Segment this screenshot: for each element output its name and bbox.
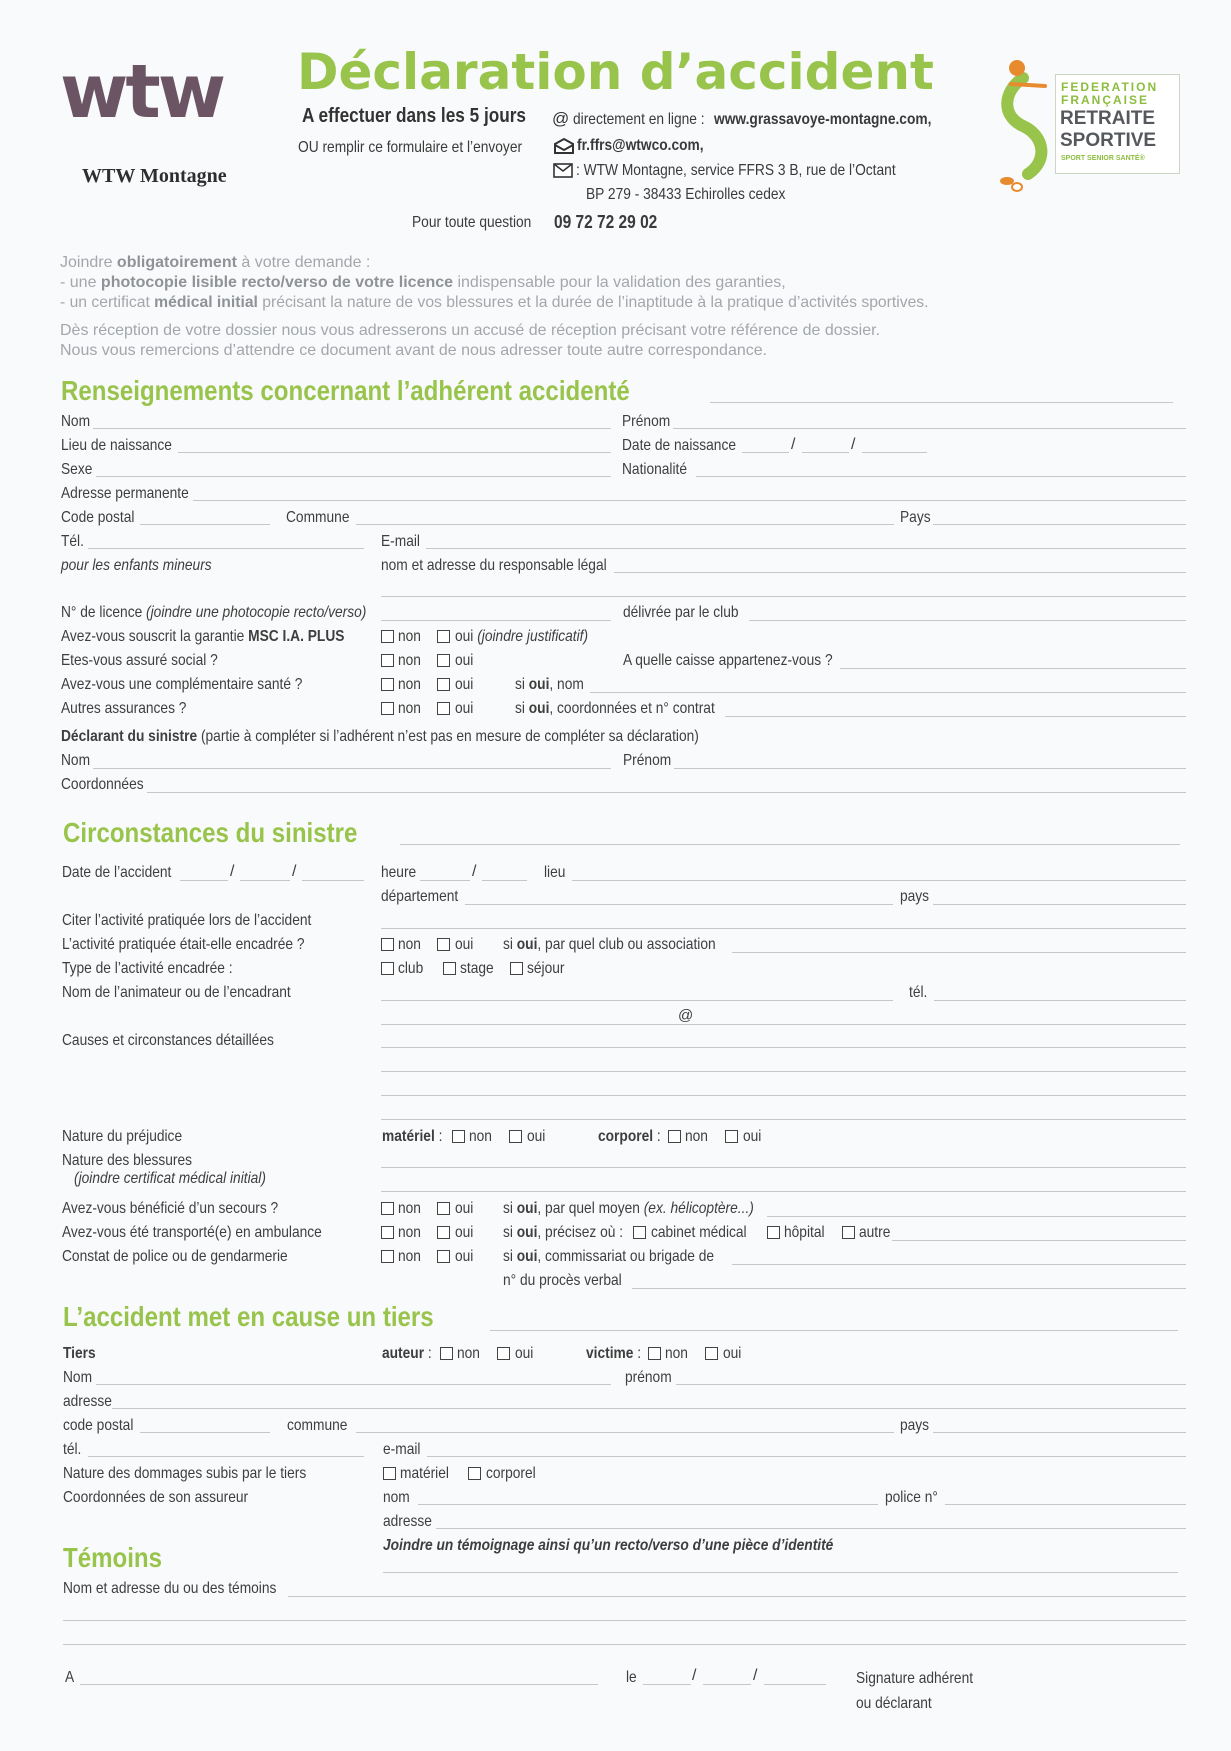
date-accident-label: Date de l’accident bbox=[62, 864, 172, 881]
sexe-label: Sexe bbox=[61, 461, 93, 478]
at-icon: @ bbox=[552, 109, 570, 128]
question-label: Pour toute question bbox=[412, 214, 532, 231]
tiers-adresse-label: adresse bbox=[63, 1393, 112, 1410]
assure-social-label: Etes-vous assuré social ? bbox=[61, 652, 218, 669]
compl-oui-checkbox[interactable] bbox=[437, 678, 450, 691]
date-separator: / bbox=[230, 863, 235, 880]
victime-non-checkbox[interactable] bbox=[648, 1347, 661, 1360]
type-sejour-checkbox[interactable] bbox=[510, 962, 523, 975]
animateur-field[interactable] bbox=[381, 1000, 893, 1001]
secours-moyen-field[interactable] bbox=[767, 1216, 1186, 1217]
tiers-pays-field[interactable] bbox=[933, 1432, 1186, 1433]
assureur-nom-field[interactable] bbox=[418, 1504, 878, 1505]
declarant-prenom-label: Prénom bbox=[623, 752, 672, 769]
causes-field-4[interactable] bbox=[381, 1119, 1186, 1120]
assureur-label: Coordonnées de son assureur bbox=[63, 1489, 249, 1506]
mineurs-label: pour les enfants mineurs bbox=[61, 557, 212, 574]
materiel-non-checkbox[interactable] bbox=[452, 1130, 465, 1143]
time-separator: / bbox=[472, 863, 477, 880]
blessures-label: Nature des blessures bbox=[62, 1152, 193, 1169]
temoins-field-3[interactable] bbox=[63, 1644, 1186, 1645]
coordonnees-field[interactable] bbox=[147, 792, 1186, 793]
alternative-text: OU remplir ce formulaire et l’envoyer bbox=[298, 139, 523, 156]
date-signature-day[interactable] bbox=[643, 1684, 691, 1685]
pv-label: n° du procès verbal bbox=[503, 1272, 622, 1289]
online-url: www.grassavoye-montagne.com, bbox=[714, 111, 932, 128]
police-label: police n° bbox=[885, 1489, 938, 1506]
pays-accident-field[interactable] bbox=[933, 904, 1186, 905]
section-rule bbox=[400, 844, 1180, 845]
date-separator: / bbox=[292, 863, 297, 880]
date-accident-day[interactable] bbox=[180, 880, 228, 881]
intro-line1: Joindre obligatoirement à votre demande : bbox=[60, 254, 371, 271]
msc-label: Avez-vous souscrit la garantie MSC I.A. PLUS bbox=[61, 628, 345, 645]
encadree-si-oui-label: si oui, par quel club ou association bbox=[503, 936, 716, 953]
corporel-non-checkbox[interactable] bbox=[668, 1130, 681, 1143]
option-non: non bbox=[469, 1128, 492, 1145]
pays-label: Pays bbox=[900, 509, 931, 526]
dommages-label: Nature des dommages subis par le tiers bbox=[63, 1465, 307, 1482]
constat-si-oui-label: si oui, commissariat ou brigade de bbox=[503, 1248, 715, 1265]
section-rule bbox=[710, 402, 1173, 403]
option-oui: oui bbox=[455, 936, 474, 953]
constat-label: Constat de police ou de gendarmerie bbox=[62, 1248, 288, 1265]
ffrs-line4: SPORTIVE bbox=[1060, 130, 1157, 151]
tiers-pays-label: pays bbox=[900, 1417, 930, 1434]
assureur-adresse-label: adresse bbox=[383, 1513, 432, 1530]
option-non: non bbox=[398, 700, 421, 717]
compl-non-checkbox[interactable] bbox=[381, 678, 394, 691]
club-field[interactable] bbox=[749, 620, 1186, 621]
causes-field-1[interactable] bbox=[381, 1047, 1186, 1048]
dommages-corporel-label: corporel bbox=[486, 1465, 536, 1482]
causes-label: Causes et circonstances détaillées bbox=[62, 1032, 274, 1049]
option-non: non bbox=[398, 1224, 421, 1241]
autre-checkbox[interactable] bbox=[842, 1226, 855, 1239]
date-naissance-month[interactable] bbox=[802, 452, 849, 453]
activite-field[interactable] bbox=[381, 928, 1186, 929]
nationalite-label: Nationalité bbox=[622, 461, 688, 478]
option-oui: oui bbox=[455, 1224, 474, 1241]
tiers-adresse-field[interactable] bbox=[112, 1408, 1186, 1409]
option-non: non bbox=[398, 936, 421, 953]
autres-non-checkbox[interactable] bbox=[381, 702, 394, 715]
temoins-field-2[interactable] bbox=[63, 1620, 1186, 1621]
corporel-label: corporel : bbox=[598, 1128, 661, 1145]
cabinet-label: cabinet médical bbox=[651, 1224, 747, 1241]
ambulance-oui-checkbox[interactable] bbox=[437, 1226, 450, 1239]
at-sign: @ bbox=[678, 1007, 694, 1024]
complementaire-label: Avez-vous une complémentaire santé ? bbox=[61, 676, 303, 693]
option-oui: oui bbox=[455, 1248, 474, 1265]
date-separator: / bbox=[791, 436, 796, 453]
phone-number: 09 72 72 29 02 bbox=[554, 212, 658, 232]
section-rule bbox=[383, 1572, 1178, 1573]
option-non: non bbox=[685, 1128, 708, 1145]
option-non: non bbox=[457, 1345, 480, 1362]
pv-field[interactable] bbox=[632, 1288, 1186, 1289]
wtw-logo: wtw bbox=[60, 49, 224, 135]
option-oui: oui bbox=[455, 1200, 474, 1217]
secours-label: Avez-vous bénéficié d’un secours ? bbox=[62, 1200, 279, 1217]
tiers-nom-label: Nom bbox=[63, 1369, 93, 1386]
nationalite-field[interactable] bbox=[696, 476, 1186, 477]
autres-si-oui-label: si oui, coordonnées et n° contrat bbox=[515, 700, 715, 717]
tiers-tel-label: tél. bbox=[63, 1441, 82, 1458]
intro-line5: Nous vous remercions d’attendre ce document avant de nous adresser toute autre correspondance. bbox=[60, 342, 768, 359]
departement-field[interactable] bbox=[465, 904, 893, 905]
causes-field-2[interactable] bbox=[381, 1071, 1186, 1072]
heure-field[interactable] bbox=[420, 880, 470, 881]
msc-non-checkbox[interactable] bbox=[381, 630, 394, 643]
caisse-label: A quelle caisse appartenez-vous ? bbox=[623, 652, 833, 669]
causes-field-3[interactable] bbox=[381, 1095, 1186, 1096]
section-rule bbox=[490, 1330, 1178, 1331]
email-icon bbox=[553, 137, 575, 155]
animateur-label: Nom de l’animateur ou de l’encadrant bbox=[62, 984, 291, 1001]
email-field[interactable] bbox=[426, 548, 1186, 549]
option-oui: oui bbox=[743, 1128, 762, 1145]
tiers-prenom-field[interactable] bbox=[676, 1384, 1186, 1385]
tiers-nom-field[interactable] bbox=[96, 1384, 611, 1385]
encadree-club-field[interactable] bbox=[732, 952, 1186, 953]
commissariat-field[interactable] bbox=[732, 1264, 1186, 1265]
option-non: non bbox=[665, 1345, 688, 1362]
lieu-naissance-field[interactable] bbox=[178, 452, 611, 453]
option-non: non bbox=[398, 628, 421, 645]
date-separator: / bbox=[753, 1667, 758, 1684]
assure-oui-checkbox[interactable] bbox=[437, 654, 450, 667]
lieu-label: lieu bbox=[544, 864, 566, 881]
assureur-nom-label: nom bbox=[383, 1489, 410, 1506]
intro-line2: - une photocopie lisible recto/verso de votre licence indispensable pour la validation des garanties, bbox=[60, 274, 786, 291]
materiel-oui-checkbox[interactable] bbox=[509, 1130, 522, 1143]
autres-contrat-field[interactable] bbox=[725, 716, 1186, 717]
option-non: non bbox=[398, 652, 421, 669]
hopital-label: hôpital bbox=[784, 1224, 825, 1241]
declarant-heading: Déclarant du sinistre (partie à compléter si l’adhérent n’est pas en mesure de compléter sa déclaration) bbox=[61, 728, 699, 745]
option-non: non bbox=[398, 676, 421, 693]
signature-label: Signature adhérent bbox=[856, 1670, 974, 1687]
licence-field[interactable] bbox=[381, 620, 611, 621]
option-oui: oui bbox=[455, 676, 474, 693]
tel-label: Tél. bbox=[61, 533, 84, 550]
activite-label: Citer l’activité pratiquée lors de l’accident bbox=[62, 912, 312, 929]
departement-label: département bbox=[381, 888, 459, 905]
secours-non-checkbox[interactable] bbox=[381, 1202, 394, 1215]
animateur-tel-label: tél. bbox=[909, 984, 928, 1001]
tiers-commune-label: commune bbox=[287, 1417, 348, 1434]
nom-field[interactable] bbox=[93, 428, 611, 429]
materiel-label: matériel : bbox=[382, 1128, 443, 1145]
prenom-label: Prénom bbox=[622, 413, 671, 430]
declarant-nom-field[interactable] bbox=[93, 768, 611, 769]
prenom-field[interactable] bbox=[673, 428, 1186, 429]
caisse-field[interactable] bbox=[840, 668, 1186, 669]
adresse-field[interactable] bbox=[193, 500, 1186, 501]
heure-label: heure bbox=[381, 864, 417, 881]
secours-oui-checkbox[interactable] bbox=[437, 1202, 450, 1215]
cabinet-checkbox[interactable] bbox=[633, 1226, 646, 1239]
ambulance-si-oui-label: si oui, précisez où : bbox=[503, 1224, 624, 1241]
minute-field[interactable] bbox=[482, 880, 527, 881]
compl-nom-field[interactable] bbox=[590, 692, 1186, 693]
nom-label: Nom bbox=[61, 413, 91, 430]
email-address: fr.ffrs@wtwco.com, bbox=[577, 137, 704, 154]
certificat-note: (joindre certificat médical initial) bbox=[74, 1170, 266, 1187]
ffrs-logo bbox=[993, 56, 1184, 196]
pays-accident-label: pays bbox=[900, 888, 930, 905]
lieu-signature-label: A bbox=[65, 1669, 75, 1686]
type-club-checkbox[interactable] bbox=[381, 962, 394, 975]
type-stage-checkbox[interactable] bbox=[443, 962, 456, 975]
dommages-materiel-label: matériel bbox=[400, 1465, 449, 1482]
ffrs-line2: FRANÇAISE bbox=[1061, 93, 1150, 107]
blessures-field-1[interactable] bbox=[381, 1167, 1186, 1168]
temoins-label: Nom et adresse du ou des témoins bbox=[63, 1580, 277, 1597]
commune-field[interactable] bbox=[356, 524, 894, 525]
date-naissance-label: Date de naissance bbox=[622, 437, 736, 454]
date-accident-year[interactable] bbox=[302, 880, 364, 881]
option-oui: oui bbox=[455, 652, 474, 669]
ffrs-line5: SPORT SENIOR SANTÉ® bbox=[1061, 155, 1145, 162]
postal-address-line1: : WTW Montagne, service FFRS 3 B, rue de l’Octant bbox=[576, 162, 896, 179]
licence-label: N° de licence (joindre une photocopie recto/verso) bbox=[61, 604, 367, 621]
blessures-field-2[interactable] bbox=[381, 1191, 1186, 1192]
sexe-field[interactable] bbox=[96, 476, 611, 477]
auteur-oui-checkbox[interactable] bbox=[497, 1347, 510, 1360]
commune-label: Commune bbox=[286, 509, 350, 526]
email-label: E-mail bbox=[381, 533, 420, 550]
date-naissance-day[interactable] bbox=[742, 452, 789, 453]
section-circonstances-title: Circonstances du sinistre bbox=[63, 817, 358, 848]
declarant-nom-label: Nom bbox=[61, 752, 91, 769]
coordonnees-label: Coordonnées bbox=[61, 776, 144, 793]
animateur-email-field[interactable] bbox=[381, 1024, 1186, 1025]
ambulance-non-checkbox[interactable] bbox=[381, 1226, 394, 1239]
adresse-label: Adresse permanente bbox=[61, 485, 189, 502]
responsable-label: nom et adresse du responsable légal bbox=[381, 557, 607, 574]
auteur-non-checkbox[interactable] bbox=[440, 1347, 453, 1360]
date-separator: / bbox=[692, 1667, 697, 1684]
ffrs-line3: RETRAITE bbox=[1060, 108, 1155, 129]
autre-label: autre bbox=[859, 1224, 891, 1241]
deadline-text: A effectuer dans les 5 jours bbox=[302, 105, 527, 127]
autres-oui-checkbox[interactable] bbox=[437, 702, 450, 715]
wtw-montagne-label: WTW Montagne bbox=[82, 165, 227, 187]
assureur-adresse-field[interactable] bbox=[436, 1528, 1186, 1529]
assure-non-checkbox[interactable] bbox=[381, 654, 394, 667]
delivree-label: délivrée par le club bbox=[623, 604, 739, 621]
tiers-prenom-label: prénom bbox=[625, 1369, 672, 1386]
hopital-checkbox[interactable] bbox=[767, 1226, 780, 1239]
autre-field[interactable] bbox=[892, 1240, 1186, 1241]
date-naissance-year[interactable] bbox=[862, 452, 927, 453]
type-activite-label: Type de l’activité encadrée : bbox=[62, 960, 233, 977]
online-prefix: directement en ligne : bbox=[573, 111, 705, 128]
date-signature-month[interactable] bbox=[703, 1684, 751, 1685]
autres-assurances-label: Autres assurances ? bbox=[61, 700, 187, 717]
tiers-tel-field[interactable] bbox=[88, 1456, 364, 1457]
temoins-field-1[interactable] bbox=[288, 1596, 1186, 1597]
victime-oui-checkbox[interactable] bbox=[705, 1347, 718, 1360]
date-accident-month[interactable] bbox=[240, 880, 290, 881]
code-postal-label: Code postal bbox=[61, 509, 135, 526]
constat-oui-checkbox[interactable] bbox=[437, 1250, 450, 1263]
section-temoins-title: Témoins bbox=[63, 1542, 163, 1573]
tiers-email-field[interactable] bbox=[427, 1456, 1186, 1457]
declarant-prenom-field[interactable] bbox=[674, 768, 1186, 769]
intro-line4: Dès réception de votre dossier nous vous adresserons un accusé de réception précisant votre référence de dossier. bbox=[60, 322, 881, 339]
encadree-non-checkbox[interactable] bbox=[381, 938, 394, 951]
responsable-field[interactable] bbox=[614, 572, 1186, 573]
tiers-cp-field[interactable] bbox=[140, 1432, 270, 1433]
ambulance-label: Avez-vous été transporté(e) en ambulance bbox=[62, 1224, 322, 1241]
tiers-email-label: e-mail bbox=[383, 1441, 421, 1458]
tiers-label: Tiers bbox=[63, 1345, 96, 1362]
tiers-commune-field[interactable] bbox=[356, 1432, 894, 1433]
corporel-oui-checkbox[interactable] bbox=[725, 1130, 738, 1143]
dommages-materiel-checkbox[interactable] bbox=[383, 1467, 396, 1480]
date-separator: / bbox=[851, 436, 856, 453]
encadree-oui-checkbox[interactable] bbox=[437, 938, 450, 951]
tel-field[interactable] bbox=[88, 548, 364, 549]
postal-address-line2: BP 279 - 38433 Echirolles cedex bbox=[586, 186, 786, 203]
option-oui: oui bbox=[723, 1345, 742, 1362]
tiers-cp-label: code postal bbox=[63, 1417, 134, 1434]
police-field[interactable] bbox=[945, 1504, 1186, 1505]
compl-si-oui-label: si oui, nom bbox=[515, 676, 584, 693]
type-sejour-label: séjour bbox=[527, 960, 565, 977]
option-oui: oui bbox=[515, 1345, 534, 1362]
option-oui: oui bbox=[455, 700, 474, 717]
option-oui: oui bbox=[527, 1128, 546, 1145]
date-signature-label: le bbox=[626, 1669, 637, 1686]
date-signature-year[interactable] bbox=[764, 1684, 826, 1685]
option-non: non bbox=[398, 1248, 421, 1265]
animateur-tel-field[interactable] bbox=[934, 1000, 1186, 1001]
section-adherent-title: Renseignements concernant l’adhérent accidenté bbox=[61, 375, 630, 406]
pays-field[interactable] bbox=[933, 524, 1186, 525]
msc-oui-checkbox[interactable] bbox=[437, 630, 450, 643]
page-title: Déclaration d’accident bbox=[297, 43, 934, 101]
dommages-corporel-checkbox[interactable] bbox=[468, 1467, 481, 1480]
intro-line3: - un certificat médical initial précisant la nature de vos blessures et la durée de l’inaptitude à la pratique d’activités sportives. bbox=[60, 294, 929, 311]
mail-icon bbox=[553, 163, 573, 178]
code-postal-field[interactable] bbox=[140, 524, 270, 525]
auteur-label: auteur : bbox=[382, 1345, 432, 1362]
lieu-field[interactable] bbox=[572, 880, 1186, 881]
section-tiers-title: L’accident met en cause un tiers bbox=[63, 1301, 434, 1332]
ffrs-line1: FEDERATION bbox=[1061, 80, 1159, 94]
option-oui: oui (joindre justificatif) bbox=[455, 628, 589, 645]
prejudice-label: Nature du préjudice bbox=[62, 1128, 183, 1145]
signature-label-2: ou déclarant bbox=[856, 1695, 932, 1712]
temoignage-note: Joindre un témoignage ainsi qu’un recto/verso d’une pièce d’identité bbox=[383, 1537, 834, 1554]
type-club-label: club bbox=[398, 960, 424, 977]
constat-non-checkbox[interactable] bbox=[381, 1250, 394, 1263]
type-stage-label: stage bbox=[460, 960, 494, 977]
secours-si-oui-label: si oui, par quel moyen (ex. hélicoptère...) bbox=[503, 1200, 754, 1217]
responsable-field-2[interactable] bbox=[381, 596, 1186, 597]
option-non: non bbox=[398, 1200, 421, 1217]
victime-label: victime : bbox=[586, 1345, 642, 1362]
lieu-signature-field[interactable] bbox=[80, 1684, 598, 1685]
lieu-naissance-label: Lieu de naissance bbox=[61, 437, 172, 454]
encadree-label: L’activité pratiquée était-elle encadrée ? bbox=[62, 936, 305, 953]
